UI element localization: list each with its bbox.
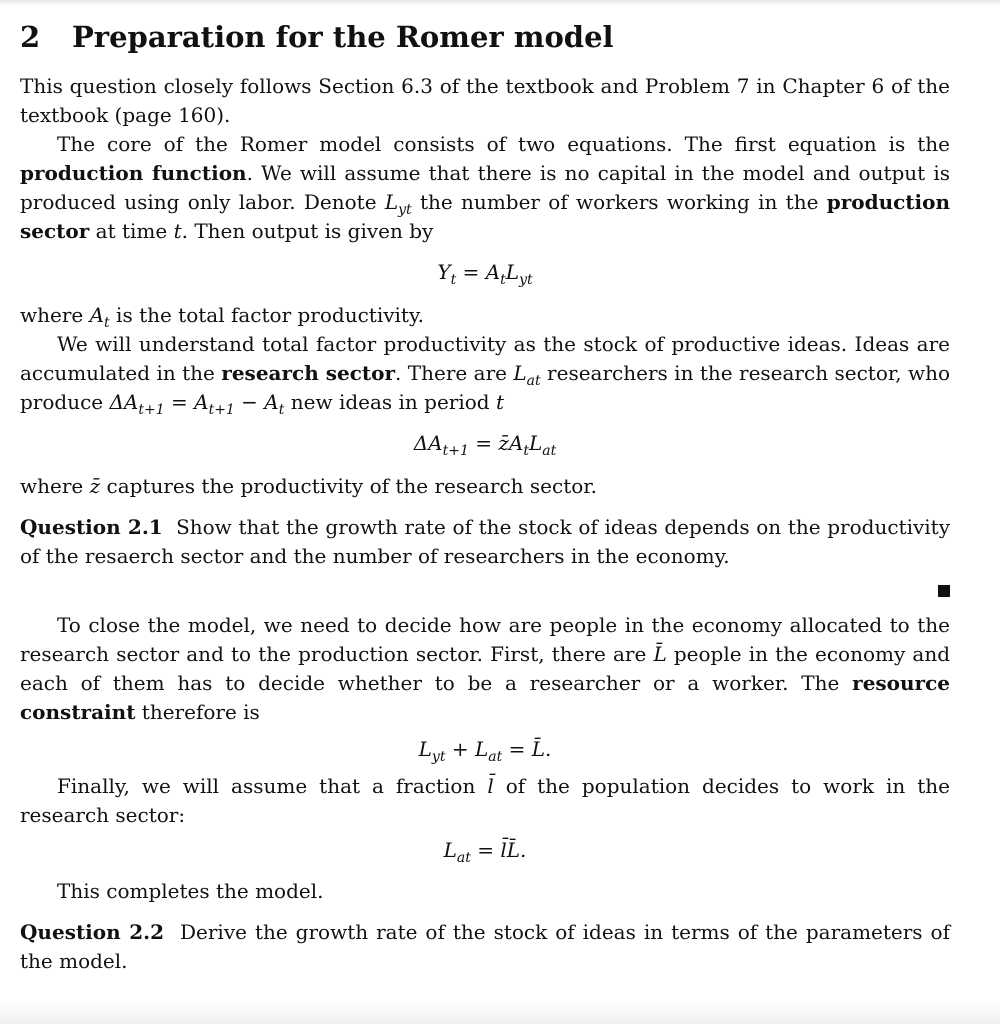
- equation-production-function: $Y_t = A_tL_{yt}$: [437, 260, 533, 288]
- equation-ideas-production: $\Delta A_{t+1}$ = $z̄A_tL_{at}$: [413, 431, 557, 459]
- qed-row: [20, 571, 950, 611]
- section-heading: [20, 20, 950, 54]
- page-bottom-shadow: [0, 1000, 1000, 1024]
- question-2-2: Question 2.2 Derive the growth rate of the stock of ideas in terms of the parameters of the model.: [20, 920, 950, 973]
- page-top-shadow: [0, 0, 1000, 6]
- paragraph-tfp: where $A_t$ is the total factor productivity.: [20, 303, 424, 331]
- document-page: [20, 14, 950, 976]
- equation-resource-constraint: $L_{yt} + L_{at}$ = L̄.: [418, 737, 552, 765]
- paragraph-zbar: where z̄ captures the productivity of the research sector.: [20, 474, 598, 498]
- section-title: Preparation for the Romer model: [72, 20, 614, 54]
- paragraph-ideas: We will understand total factor productivity as the stock of productive ideas. Ideas are accumulated in the research sector. There are $L_{at}$ researchers in the research sector, who produce $\Delta A_{t+1} = A_{t+1} - A_t$ new ideas in period t: [20, 332, 951, 418]
- paragraph-completes: This completes the model.: [57, 879, 324, 903]
- qed-square-icon: [938, 585, 950, 597]
- paragraph-fraction: Finally, we will assume that a fraction l̄ of the population decides to work in the research sector:: [20, 774, 950, 827]
- paragraph-allocation: To close the model, we need to decide how are people in the economy allocated to the research sector and to the production sector. First, there are L̄ people in the economy and each of them has to decide whether to be a researcher or a worker. The resource constraint therefore is: [20, 613, 950, 724]
- equation-research-labor: $L_{at}$ = l̄L̄.: [443, 838, 527, 866]
- question-2-1: Question 2.1 Show that the growth rate of the stock of ideas depends on the productivity of the resaerch sector and the number of researchers in the economy.: [20, 515, 951, 568]
- paragraph-intro: This question closely follows Section 6.3 of the textbook and Problem 7 in Chapter 6 of the textbook (page 160).: [20, 74, 950, 127]
- section-number: 2: [20, 20, 41, 54]
- paragraph-production: The core of the Romer model consists of two equations. The first equation is the production function. We will assume that there is no capital in the model and output is produced using only labor. Denote $L_{yt}$ the number of workers working in the production sector at time t. Then output is given by: [20, 132, 950, 243]
